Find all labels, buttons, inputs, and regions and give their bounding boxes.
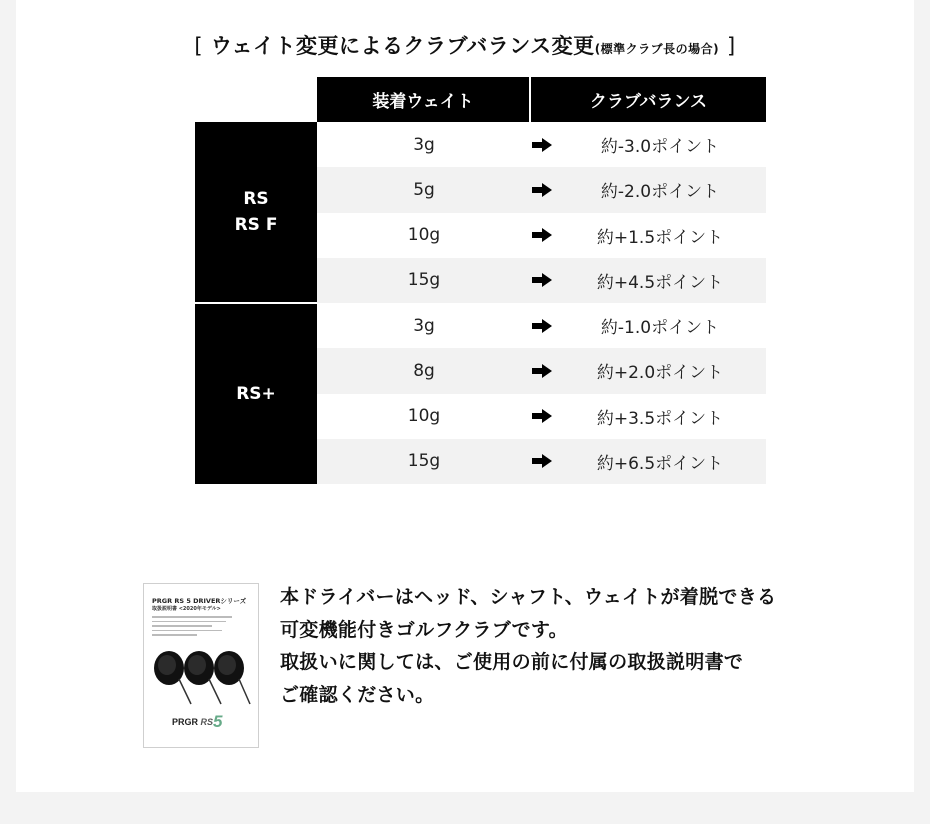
- description-line: 可変機能付きゴルフクラブです。: [280, 618, 568, 641]
- header-balance: クラブバランス: [530, 77, 766, 122]
- description-text: [280, 581, 840, 711]
- table-header-row: [195, 77, 766, 122]
- weight-value: 10g: [407, 406, 441, 427]
- balance-value: 約-2.0ポイント: [554, 167, 766, 212]
- balance-value: 約+6.5ポイント: [554, 439, 766, 484]
- weight-value: 3g: [413, 134, 435, 155]
- weight-value: 5g: [317, 167, 530, 212]
- heading-open-bracket: [: [194, 34, 204, 58]
- weight-value: 10g: [407, 225, 441, 246]
- driver-head-icon: [214, 651, 250, 704]
- manual-booklet-image: [143, 583, 259, 748]
- balance-value: 約-3.0ポイント: [600, 137, 720, 158]
- manual-subtitle: 取扱説明書 <2020年モデル>: [152, 606, 221, 612]
- balance-value: 約-1.0ポイント: [600, 318, 720, 339]
- right-arrow-icon: [531, 318, 553, 334]
- right-arrow-icon: [531, 182, 553, 198]
- weight-balance-table: [195, 77, 766, 484]
- balance-value: 約+4.5ポイント: [554, 258, 766, 303]
- table-row: [195, 122, 766, 167]
- driver-head-icon: [154, 651, 191, 704]
- model-cell-rs-plus: [195, 303, 317, 484]
- model-label: RS+: [236, 384, 276, 404]
- driver-head-icon: [184, 651, 221, 704]
- description-line: 取扱いに関しては、ご使用の前に付属の取扱説明書で: [280, 651, 744, 673]
- prgr-rs5-logo: PRGR RS5: [172, 712, 223, 731]
- right-arrow-icon: [531, 272, 553, 288]
- model-label: RS: [243, 189, 269, 209]
- model-cell-rs-rsf: [195, 122, 317, 303]
- weight-value: 15g: [317, 439, 530, 484]
- right-arrow-icon: [531, 408, 553, 424]
- header-weight: 装着ウェイト: [317, 77, 530, 122]
- description-line: 本ドライバーはヘッド、シャフト、ウェイトが着脱できる: [280, 586, 777, 608]
- right-arrow-icon: [531, 453, 553, 469]
- right-arrow-icon: [531, 363, 553, 379]
- heading-close-bracket: ]: [726, 34, 736, 58]
- weight-value: 3g: [413, 315, 435, 336]
- section-heading: [0, 30, 930, 60]
- right-arrow-icon: [531, 137, 553, 153]
- manual-text-lines: [152, 616, 232, 639]
- balance-value: 約+2.0ポイント: [554, 348, 766, 393]
- header-blank-cell: [195, 77, 317, 122]
- heading-main-text: ウェイト変更によるクラブバランス変更: [210, 34, 595, 58]
- model-label: RS F: [234, 215, 278, 235]
- weight-value: 15g: [317, 258, 530, 303]
- driver-heads-illustration: [149, 646, 253, 706]
- heading-note: (標準クラブ長の場合): [594, 42, 720, 56]
- table-row: [195, 303, 766, 348]
- manual-title: PRGR RS 5 DRIVERシリーズ: [152, 597, 247, 605]
- balance-value: 約+3.5ポイント: [596, 408, 724, 429]
- right-arrow-icon: [531, 227, 553, 243]
- weight-value: 8g: [317, 348, 530, 393]
- balance-value: 約+1.5ポイント: [596, 227, 724, 248]
- description-line: ご確認ください。: [280, 683, 435, 706]
